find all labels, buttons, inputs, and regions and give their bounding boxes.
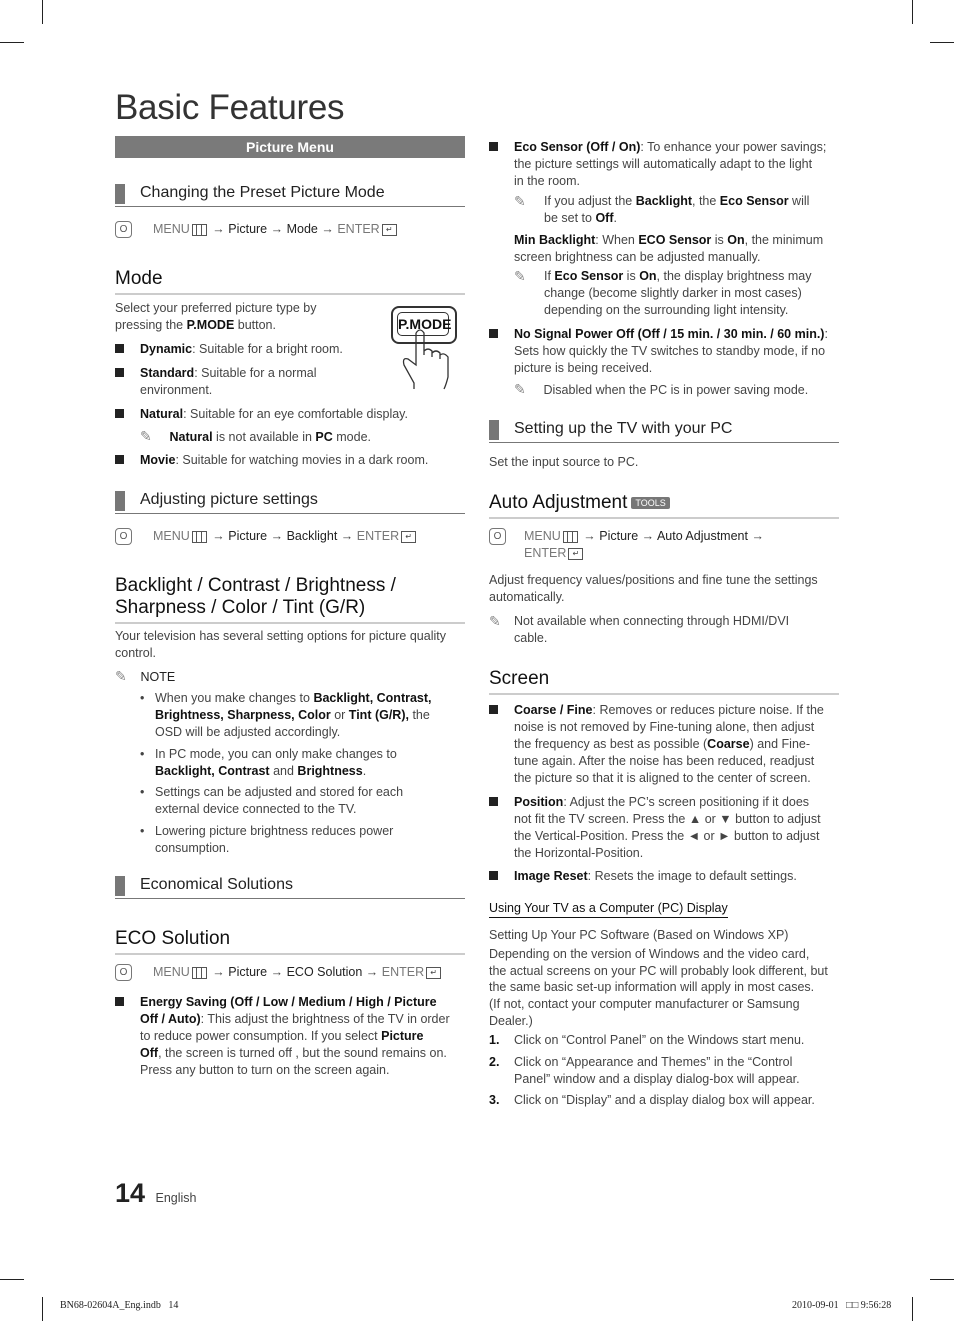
note-item-3: • Settings can be adjusted and stored for each external device connected to the TV. xyxy=(140,785,404,816)
pmode-button-illustration: P.MODE xyxy=(391,306,457,344)
mode-dynamic-item: Dynamic: Suitable for a bright room. xyxy=(115,341,420,358)
step-1: 1. Click on “Control Panel” on the Windows start menu. xyxy=(489,1033,805,1047)
mode-movie-item: Movie: Suitable for watching movies in a dark room. xyxy=(115,452,480,469)
note-item-2: • In PC mode, you can only make changes to Backlight, Contrast and Brightness. xyxy=(140,747,397,778)
backlight-intro: Your television has several setting options for picture quality control. xyxy=(115,629,446,660)
square-bullet-icon xyxy=(489,705,498,714)
heading-bar xyxy=(115,184,125,204)
image-reset-item: Image Reset: Resets the image to default settings. xyxy=(489,868,864,885)
enter-arrow-icon: ↵ xyxy=(382,224,397,236)
picture-menu-bar: Picture Menu xyxy=(115,136,465,158)
square-bullet-icon xyxy=(489,329,498,338)
page-number: 14 English xyxy=(115,1178,197,1208)
crop-mark xyxy=(912,0,913,24)
footer-timestamp: 2010-09-01 □□ 9:56:28 xyxy=(792,1300,892,1311)
eco-sensor-note-2: ✎ If Eco Sensor is On, the display brightness may change (become slightly darker in most cases) depending on the surrounding light intensity. xyxy=(514,268,812,317)
square-bullet-icon xyxy=(115,409,124,418)
crop-mark xyxy=(930,42,954,43)
pencil-note-icon: ✎ xyxy=(514,193,526,209)
menu-grid-icon xyxy=(192,967,207,979)
crop-mark xyxy=(42,0,43,24)
min-backlight-text: Min Backlight: When ECO Sensor is On, the minimum screen brightness can be adjusted manually. xyxy=(514,233,824,264)
backlight-heading: Backlight / Contrast / Brightness / Sharpness / Color / Tint (G/R) xyxy=(115,575,465,624)
crop-mark xyxy=(930,1279,954,1280)
mode-intro: Select your preferred picture type by pressing the P.MODE button. xyxy=(115,301,317,332)
menu-grid-icon xyxy=(563,531,578,543)
crop-mark xyxy=(912,1297,913,1321)
economical-heading: Economical Solutions xyxy=(115,876,465,899)
adjusting-heading: Adjusting picture settings xyxy=(115,491,465,514)
pc-setup-heading: Setting up the TV with your PC xyxy=(489,420,839,443)
square-bullet-icon xyxy=(115,997,124,1006)
heading-bar xyxy=(489,420,499,440)
square-bullet-icon xyxy=(489,142,498,151)
note-item-1: • When you make changes to Backlight, Contrast, Brightness, Sharpness, Color or Tint (G/R), the OSD will be adjusted accordingly. xyxy=(140,691,432,739)
eco-sensor-note-1: ✎ If you adjust the Backlight, the Eco Sensor will be set to Off. xyxy=(514,193,810,225)
remote-o-icon: O xyxy=(115,221,132,238)
square-bullet-icon xyxy=(489,797,498,806)
auto-note: ✎ Not available when connecting through HDMI/DVI cable. xyxy=(489,613,790,645)
square-bullet-icon xyxy=(115,455,124,464)
page-title: Basic Features xyxy=(115,88,345,127)
crop-mark xyxy=(0,1279,24,1280)
energy-saving-item: Energy Saving (Off / Low / Medium / High / Picture Off / Auto): This adjust the brightness of the TV in order to reduce power consumption. If you select Picture Off, the screen is turned off , but the sound remains on. Press any button to turn on the screen again. xyxy=(115,994,465,1079)
auto-nav-path: O MENU → Picture → Auto Adjustment → ENTER ↵ xyxy=(489,528,839,562)
menu-grid-icon xyxy=(192,224,207,236)
mode-natural-item: Natural: Suitable for an eye comfortable display. xyxy=(115,406,470,423)
tools-badge: TOOLS xyxy=(631,497,669,509)
note-item-4: • Lowering picture brightness reduces power consumption. xyxy=(140,824,394,855)
crop-mark xyxy=(42,1297,43,1321)
no-signal-power-off-item: No Signal Power Off (Off / 15 min. / 30 min. / 60 min.): Sets how quickly the TV switches to standby mode, if no picture is being received. xyxy=(489,326,864,377)
square-bullet-icon xyxy=(115,344,124,353)
crop-mark xyxy=(0,42,24,43)
auto-adjustment-heading: Auto Adjustment TOOLS xyxy=(489,492,839,519)
heading-bar xyxy=(115,491,125,511)
eco-sensor-item: Eco Sensor (Off / On): To enhance your power savings; the picture settings will automatically adapt to the light in the room. xyxy=(489,139,864,190)
enter-arrow-icon: ↵ xyxy=(401,531,416,543)
adjust-nav-path: O MENU → Picture → Backlight → ENTER ↵ xyxy=(115,528,416,545)
remote-o-icon: O xyxy=(115,528,132,545)
footer-file-info: BN68-02604A_Eng.indb 14 xyxy=(60,1300,179,1311)
mode-standard-item: Standard: Suitable for a normal environment. xyxy=(115,365,420,399)
coarse-fine-item: Coarse / Fine: Removes or reduces picture noise. If the noise is not removed by Fine-tuning alone, then adjust the frequency as best as possible (Coarse) and Fine- tune again. After the noise has been reduced, readjust the picture so that it is aligned to the center of screen. xyxy=(489,702,864,787)
menu-grid-icon xyxy=(192,531,207,543)
heading-bar xyxy=(115,876,125,896)
pencil-note-icon: ✎ xyxy=(514,381,526,397)
remote-o-icon: O xyxy=(489,528,506,545)
mode-heading: Mode xyxy=(115,268,465,295)
using-pc-heading: Using Your TV as a Computer (PC) Display xyxy=(489,900,728,918)
preset-mode-heading: Changing the Preset Picture Mode xyxy=(115,184,465,207)
no-signal-note: ✎ Disabled when the PC is in power saving mode. xyxy=(514,381,809,397)
pencil-note-icon: ✎ xyxy=(140,428,152,444)
remote-o-icon: O xyxy=(115,964,132,981)
enter-arrow-icon: ↵ xyxy=(568,548,583,560)
eco-nav-path: O MENU → Picture → ECO Solution → ENTER ↵ xyxy=(115,964,441,981)
pencil-note-icon: ✎ xyxy=(489,613,501,629)
note-label: ✎ NOTE xyxy=(115,668,176,684)
preset-nav-path: O MENU → Picture → Mode → ENTER ↵ xyxy=(115,221,397,238)
using-pc-text: Setting Up Your PC Software (Based on Windows XP) Depending on the version of Windows and the video card, the actual screens on your PC will probably look different, but the same basic set-up information will apply in most cases. (If not, contact your computer manufacturer or Samsung Dealer.) xyxy=(489,928,828,1028)
screen-heading: Screen xyxy=(489,668,839,695)
eco-solution-heading: ECO Solution xyxy=(115,928,465,955)
step-3: 3. Click on “Display” and a display dialog box will appear. xyxy=(489,1093,815,1107)
square-bullet-icon xyxy=(115,368,124,377)
position-item: Position: Adjust the PC’s screen positioning if it does not fit the TV screen. Press the ▲ or ▼ button to adjust the Vertical-Position. Press the ◄ or ► button to adjust the Horizontal-Position. xyxy=(489,794,864,862)
enter-arrow-icon: ↵ xyxy=(426,967,441,979)
pencil-note-icon: ✎ xyxy=(514,268,526,284)
square-bullet-icon xyxy=(489,871,498,880)
pc-intro: Set the input source to PC. xyxy=(489,455,639,469)
auto-desc: Adjust frequency values/positions and fine tune the settings automatically. xyxy=(489,573,818,604)
natural-note: ✎ Natural is not available in PC mode. xyxy=(140,428,371,444)
pencil-note-icon: ✎ xyxy=(115,668,127,684)
step-2: 2. Click on “Appearance and Themes” in the “Control Panel” window and a display dialog-box will appear. xyxy=(489,1055,800,1086)
